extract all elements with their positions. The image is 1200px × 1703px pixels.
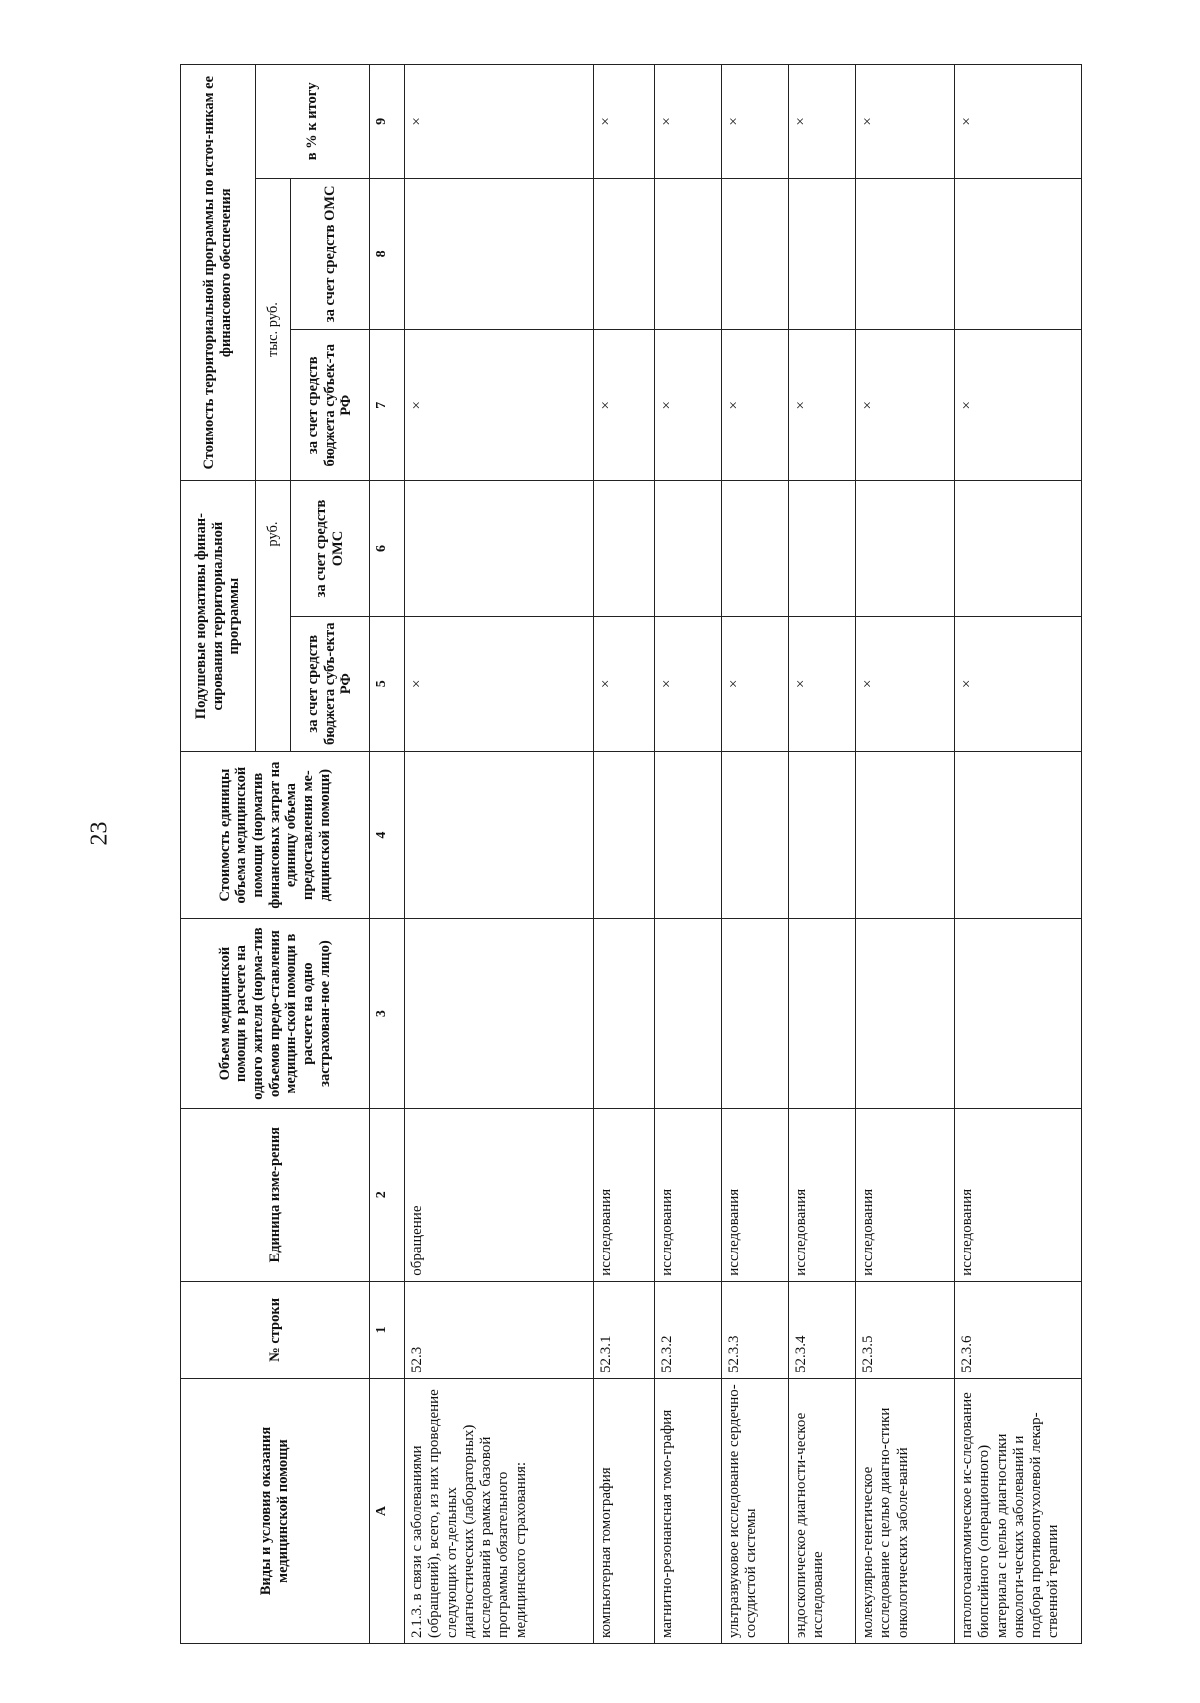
row-c8 bbox=[789, 178, 856, 329]
header-col-5: за счет средств бюджета субъ-екта РФ bbox=[291, 616, 370, 751]
column-number: 2 bbox=[370, 1108, 405, 1281]
table-row bbox=[405, 65, 594, 1644]
header-group-per-capita: Подушевые нормативы финан-сирования территориальной программы bbox=[181, 481, 256, 751]
column-number-row bbox=[370, 65, 405, 1644]
row-name: магнитно-резонансная томо-графия bbox=[655, 1379, 722, 1644]
header-group-cost: Стоимость территориальной программы по источ-никам ее финансового обеспечения bbox=[181, 65, 256, 481]
row-unit: исследования bbox=[955, 1108, 1082, 1281]
row-volume bbox=[655, 919, 722, 1108]
row-c9: × bbox=[856, 65, 955, 179]
row-unit-cost bbox=[955, 751, 1082, 919]
row-c8 bbox=[955, 178, 1082, 329]
program-table bbox=[180, 64, 1082, 1644]
row-c8 bbox=[856, 178, 955, 329]
row-line-number: 52.3.4 bbox=[789, 1281, 856, 1378]
column-number: А bbox=[370, 1379, 405, 1644]
row-c9: × bbox=[955, 65, 1082, 179]
row-c8 bbox=[405, 178, 594, 329]
table-row bbox=[856, 65, 955, 1644]
row-c7: × bbox=[856, 330, 955, 481]
row-c7: × bbox=[789, 330, 856, 481]
row-name: компьютерная томография bbox=[594, 1379, 655, 1644]
table-row bbox=[722, 65, 789, 1644]
row-line-number: 52.3.6 bbox=[955, 1281, 1082, 1378]
row-unit-cost bbox=[722, 751, 789, 919]
row-c8 bbox=[722, 178, 789, 329]
row-unit: исследования bbox=[789, 1108, 856, 1281]
row-c6 bbox=[405, 481, 594, 616]
row-c6 bbox=[955, 481, 1082, 616]
header-unit-thousand-rub: тыс. руб. bbox=[256, 178, 291, 481]
header-col-a: Виды и условия оказания медицинской помощи bbox=[181, 1379, 370, 1644]
row-volume bbox=[405, 919, 594, 1108]
table-row bbox=[594, 65, 655, 1644]
row-c7: × bbox=[594, 330, 655, 481]
row-volume bbox=[955, 919, 1082, 1108]
table-row bbox=[789, 65, 856, 1644]
row-line-number: 52.3.3 bbox=[722, 1281, 789, 1378]
header-col-7: за счет средств бюджета субъек-та РФ bbox=[291, 330, 370, 481]
header-col-6: за счет средств ОМС bbox=[291, 481, 370, 616]
header-col-4: Стоимость единицы объема медицинской помощи (норматив финансовых затрат на единицу объема предоставления ме-дицинской помощи) bbox=[181, 751, 370, 919]
row-c6 bbox=[789, 481, 856, 616]
header-unit-rub: руб. bbox=[256, 481, 291, 751]
row-c9: × bbox=[789, 65, 856, 179]
row-c6 bbox=[856, 481, 955, 616]
row-volume bbox=[856, 919, 955, 1108]
row-line-number: 52.3.5 bbox=[856, 1281, 955, 1378]
row-volume bbox=[789, 919, 856, 1108]
row-c8 bbox=[594, 178, 655, 329]
row-name: патологоанатомическое ис-следование биопсийного (операционного) материала с целью диагностики онкологи-ческих заболеваний и подбора противоопухолевой лекар-ственной терапии bbox=[955, 1379, 1082, 1644]
row-c8 bbox=[655, 178, 722, 329]
rotated-table-inner bbox=[180, 64, 1190, 1644]
row-c9: × bbox=[405, 65, 594, 179]
row-c5: × bbox=[789, 616, 856, 751]
column-number: 1 bbox=[370, 1281, 405, 1378]
row-volume bbox=[722, 919, 789, 1108]
row-c9: × bbox=[655, 65, 722, 179]
table-row bbox=[955, 65, 1082, 1644]
row-unit: исследования bbox=[856, 1108, 955, 1281]
page-number: 23 bbox=[86, 821, 113, 846]
row-c6 bbox=[594, 481, 655, 616]
row-unit: исследования bbox=[655, 1108, 722, 1281]
row-name: 2.1.3. в связи с заболеваниями (обращений), всего, из них проведение следующих от-дельных диагностических (лабораторных) исследований в рамках базовой программы обязательного медицинского страхования: bbox=[405, 1379, 594, 1644]
row-unit: исследования bbox=[722, 1108, 789, 1281]
header-col-1: № строки bbox=[181, 1281, 370, 1378]
column-number: 8 bbox=[370, 178, 405, 329]
row-line-number: 52.3 bbox=[405, 1281, 594, 1378]
row-c5: × bbox=[722, 616, 789, 751]
column-number: 5 bbox=[370, 616, 405, 751]
row-c7: × bbox=[722, 330, 789, 481]
header-row-1 bbox=[181, 65, 256, 1644]
row-volume bbox=[594, 919, 655, 1108]
column-number: 6 bbox=[370, 481, 405, 616]
row-name: ультразвуковое исследование сердечно-сосудистой системы bbox=[722, 1379, 789, 1644]
row-unit-cost bbox=[856, 751, 955, 919]
row-line-number: 52.3.1 bbox=[594, 1281, 655, 1378]
row-c5: × bbox=[405, 616, 594, 751]
row-line-number: 52.3.2 bbox=[655, 1281, 722, 1378]
row-unit-cost bbox=[594, 751, 655, 919]
column-number: 3 bbox=[370, 919, 405, 1108]
row-c5: × bbox=[655, 616, 722, 751]
row-c6 bbox=[655, 481, 722, 616]
row-c5: × bbox=[955, 616, 1082, 751]
row-unit: исследования bbox=[594, 1108, 655, 1281]
header-col-2: Единица изме-рения bbox=[181, 1108, 370, 1281]
row-name: молекулярно-генетическое исследование с целью диагно-стики онкологических заболе-ваний bbox=[856, 1379, 955, 1644]
row-c7: × bbox=[955, 330, 1082, 481]
row-unit-cost bbox=[789, 751, 856, 919]
row-name: эндоскопическое диагности-ческое исследование bbox=[789, 1379, 856, 1644]
row-c9: × bbox=[722, 65, 789, 179]
table-row bbox=[655, 65, 722, 1644]
row-c5: × bbox=[594, 616, 655, 751]
row-c9: × bbox=[594, 65, 655, 179]
row-c6 bbox=[722, 481, 789, 616]
row-unit-cost bbox=[405, 751, 594, 919]
column-number: 7 bbox=[370, 330, 405, 481]
rotated-table-container bbox=[180, 64, 1190, 1644]
row-c5: × bbox=[856, 616, 955, 751]
row-unit: обращение bbox=[405, 1108, 594, 1281]
row-c7: × bbox=[405, 330, 594, 481]
header-col-3: Объем медицинской помощи в расчете на одного жителя (норма-тив объемов предо-ставления медицин-ской помощи в расчете на одно застрахован-ное лицо) bbox=[181, 919, 370, 1108]
row-unit-cost bbox=[655, 751, 722, 919]
header-col-8: за счет средств ОМС bbox=[291, 178, 370, 329]
header-col-9: в % к итогу bbox=[256, 65, 370, 179]
column-number: 9 bbox=[370, 65, 405, 179]
row-c7: × bbox=[655, 330, 722, 481]
column-number: 4 bbox=[370, 751, 405, 919]
